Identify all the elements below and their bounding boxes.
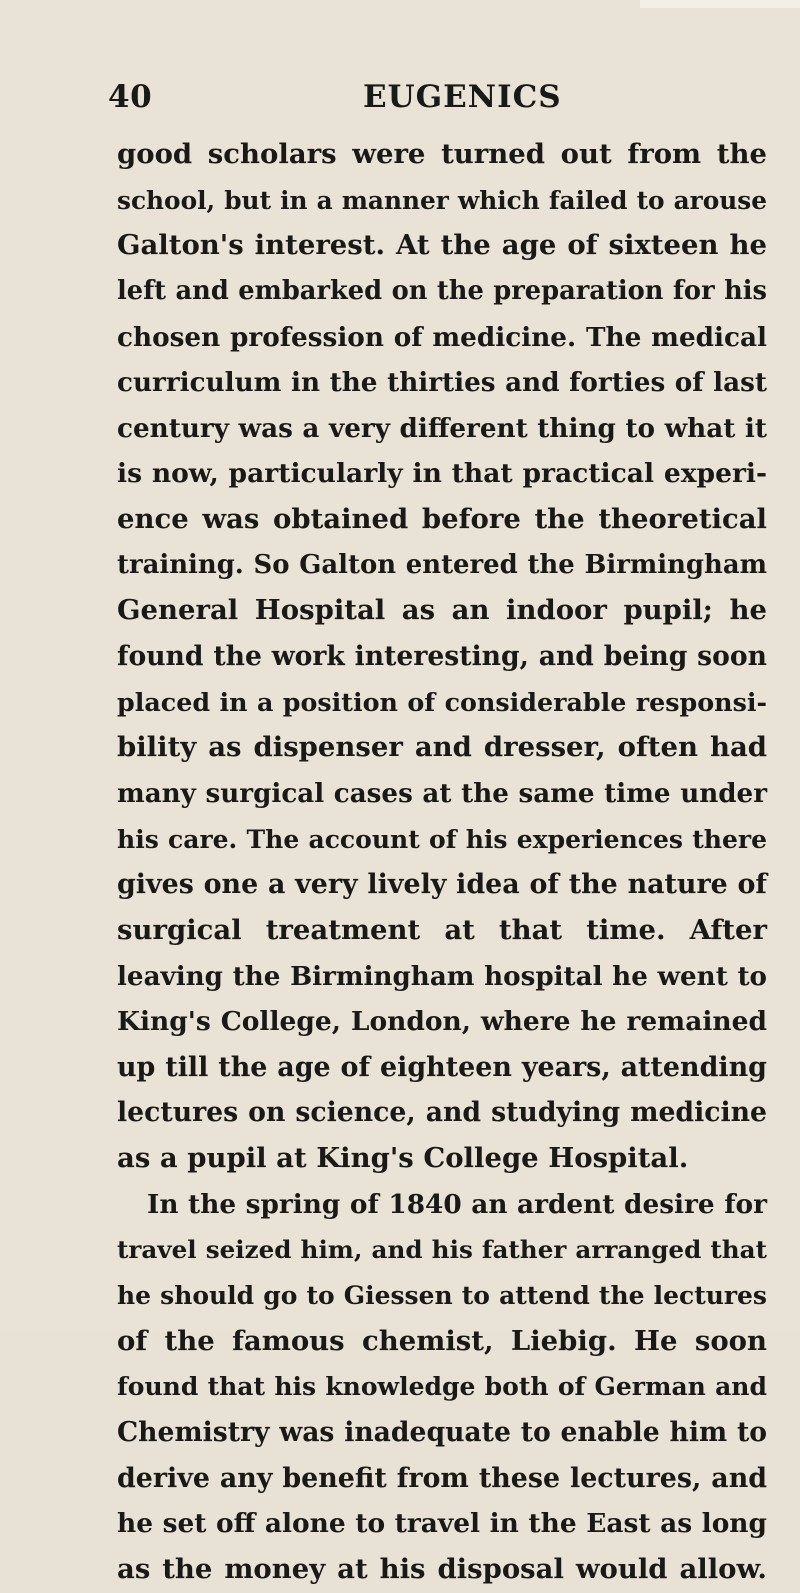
- running-head: EUGENICS: [363, 79, 562, 115]
- text-line: left and embarked on the preparation for his: [117, 275, 767, 306]
- text-line: King's College, London, where he remained: [117, 1006, 767, 1038]
- text-line: good scholars were turned out from the: [117, 138, 767, 170]
- text-line: surgical treatment at that time. After: [117, 913, 767, 946]
- text-line: training. So Galton entered the Birmingham: [117, 549, 767, 580]
- text-line: he should go to Giessen to attend the lectures: [117, 1281, 767, 1311]
- text-line: found that his knowledge both of German and: [117, 1371, 767, 1402]
- text-line: travel seized him, and his father arranged that: [117, 1235, 767, 1265]
- text-line: ence was obtained before the theoretical: [117, 503, 767, 536]
- text-line: found the work interesting, and being soon: [117, 641, 767, 673]
- text-line: school, but in a manner which failed to arouse: [117, 185, 767, 215]
- text-line: many surgical cases at the same time under: [117, 777, 767, 809]
- page-edge: [640, 0, 800, 8]
- text-line: lectures on science, and studying medicine: [117, 1097, 767, 1129]
- text-line: bility as dispenser and dresser, often had: [117, 731, 767, 764]
- text-line: placed in a position of considerable responsi-: [117, 686, 767, 717]
- text-line: Chemistry was inadequate to enable him to: [117, 1416, 767, 1448]
- text-line: of the famous chemist, Liebig. He soon: [117, 1324, 767, 1357]
- text-line: his care. The account of his experiences there: [117, 823, 767, 854]
- text-line: chosen profession of medicine. The medical: [117, 321, 767, 353]
- text-line: he set off alone to travel in the East as long: [117, 1508, 767, 1540]
- text-line: as a pupil at King's College Hospital.: [117, 1142, 689, 1175]
- page-header: [108, 79, 758, 119]
- text-line: as the money at his disposal would allow.: [117, 1552, 767, 1585]
- text-line: Galton's interest. At the age of sixteen he: [117, 229, 767, 262]
- text-line: century was a very different thing to what it: [117, 412, 767, 444]
- text-line: In the spring of 1840 an ardent desire for: [147, 1188, 767, 1220]
- text-line: General Hospital as an indoor pupil; he: [117, 594, 767, 627]
- text-line: gives one a very lively idea of the nature of: [117, 869, 767, 901]
- page-number: 40: [108, 79, 153, 115]
- text-line: is now, particularly in that practical experi-: [117, 458, 767, 490]
- text-line: up till the age of eighteen years, attending: [117, 1051, 767, 1083]
- body-text: [117, 132, 767, 1593]
- text-line: leaving the Birmingham hospital he went to: [117, 960, 767, 992]
- text-line: derive any benefit from these lectures, and: [117, 1462, 767, 1494]
- text-line: curriculum in the thirties and forties of last: [117, 367, 767, 399]
